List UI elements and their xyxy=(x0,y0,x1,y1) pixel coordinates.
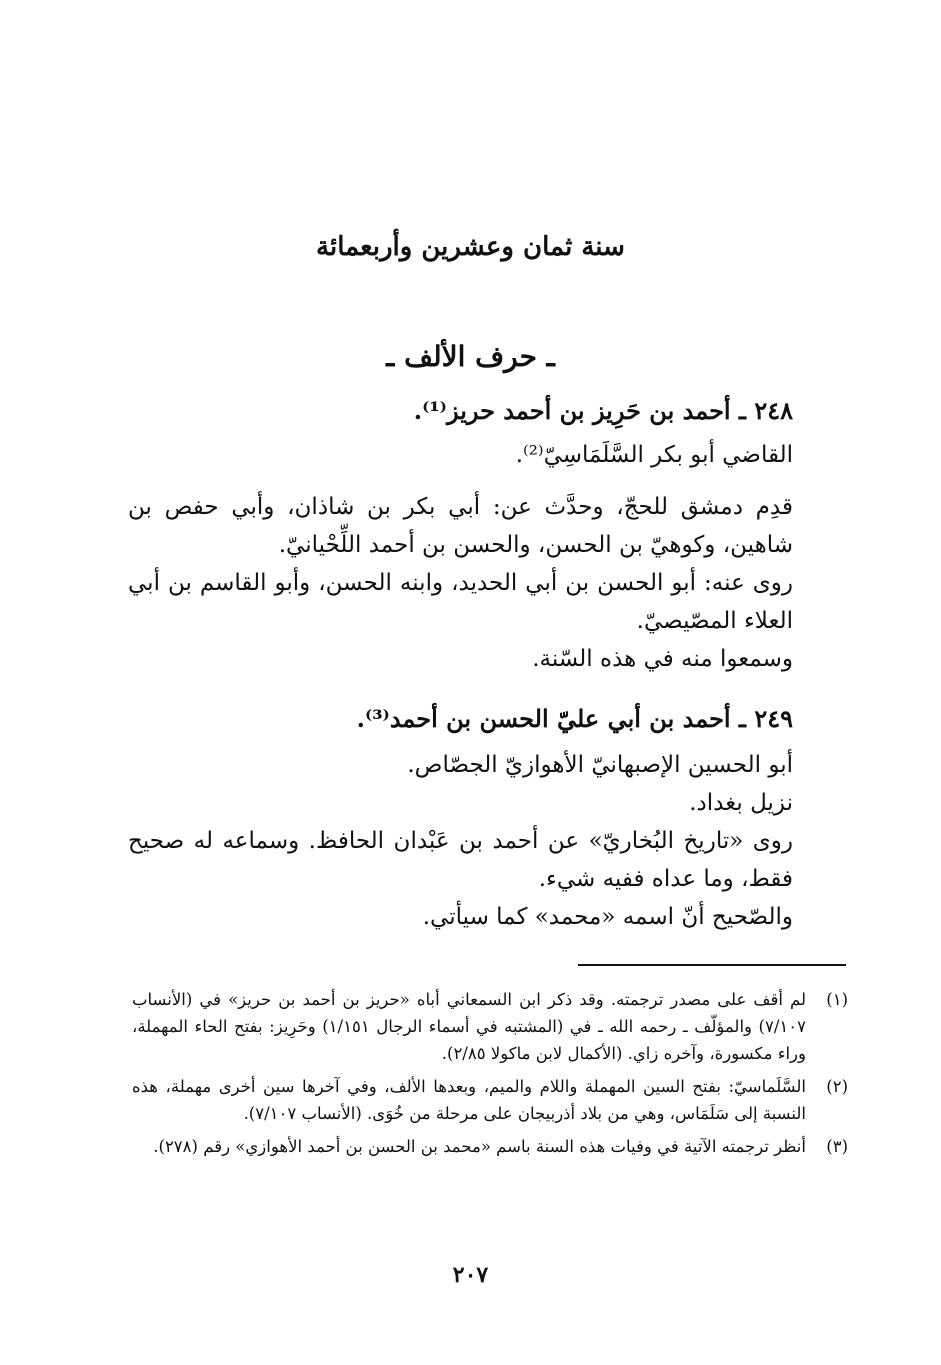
footnote-number: (١) xyxy=(826,990,848,1009)
footnote-number: (٣) xyxy=(826,1137,848,1156)
footnotes xyxy=(132,986,848,1166)
section-title: سنة ثمان وعشرين وأربعمائة xyxy=(316,232,625,262)
footnote-text: السَّلَماسيّ: بفتح السين المهملة واللام والميم، وبعدها الألف، وفي آخرها سين أخرى مهملة، هذه النسبة إلى سَلَمَاس، وهي من بلاد أذربيجان على مرحلة من خُوَى. (الأنساب ٧/١٠٧). xyxy=(132,1077,806,1123)
footnote xyxy=(132,1073,848,1127)
footnote xyxy=(132,986,848,1067)
letter-heading: ـ حرف الألف ـ xyxy=(386,340,555,373)
page-number: ٢٠٧ xyxy=(452,1262,489,1288)
entry-title: ٢٤٩ ـ أحمد بن أبي عليّ الحسن بن أحمد⁽³⁾. xyxy=(356,704,793,733)
entry-line: روى «تاريخ البُخاريّ» عن أحمد بن عَبْدان الحافظ. وسماعه له صحيح فقط، وما عداه ففيه شيء. xyxy=(128,828,793,892)
entry-line: قدِم دمشق للحجّ، وحدَّث عن: أبي بكر بن شاذان، وأبي حفص بن شاهين، وكوهيّ بن الحسن، والحسن بن أحمد اللِّحْيانيّ. xyxy=(128,494,793,558)
footnote-text: لم أقف على مصدر ترجمته. وقد ذكر ابن السمعاني أباه «حريز بن أحمد بن حريز» في (الأنساب ٧/١٠٧) والمؤلّف ـ رحمه الله ـ في (المشتبه في أسماء الرجال ١/١٥١) وحَرِيز: بفتح الحاء المهملة، وراء مكسورة، وآخره زاي. (الأكمال لابن ماكولا ٢/٨٥). xyxy=(132,990,806,1063)
entry-line: روى عنه: أبو الحسن بن أبي الحديد، وابنه الحسن، وأبو القاسم بن أبي العلاء المصّيصيّ. xyxy=(128,570,793,634)
footnote-text: أنظر ترجمته الآتية في وفيات هذه السنة باسم «محمد بن الحسن بن أحمد الأهوازي» رقم (٢٧٨). xyxy=(153,1137,806,1156)
entry-line: وسمعوا منه في هذه السّنة. xyxy=(532,646,793,672)
entry-248 xyxy=(128,392,793,678)
entry-line: نزيل بغداد. xyxy=(689,790,793,816)
footnote xyxy=(132,1133,848,1160)
entry-line: القاضي أبو بكر السَّلَمَاسِيّ⁽²⁾. xyxy=(515,442,793,468)
entry-line: والصّحيح أنّ اسمه «محمد» كما سيأتي. xyxy=(422,904,793,930)
entry-title: ٢٤٨ ـ أحمد بن حَرِيز بن أحمد حريز⁽¹⁾. xyxy=(413,396,793,425)
footnote-number: (٢) xyxy=(826,1077,848,1096)
entry-249 xyxy=(128,700,793,936)
entry-line: أبو الحسين الإصبهانيّ الأهوازيّ الجصّاص. xyxy=(407,752,793,778)
footnote-separator xyxy=(578,964,846,966)
